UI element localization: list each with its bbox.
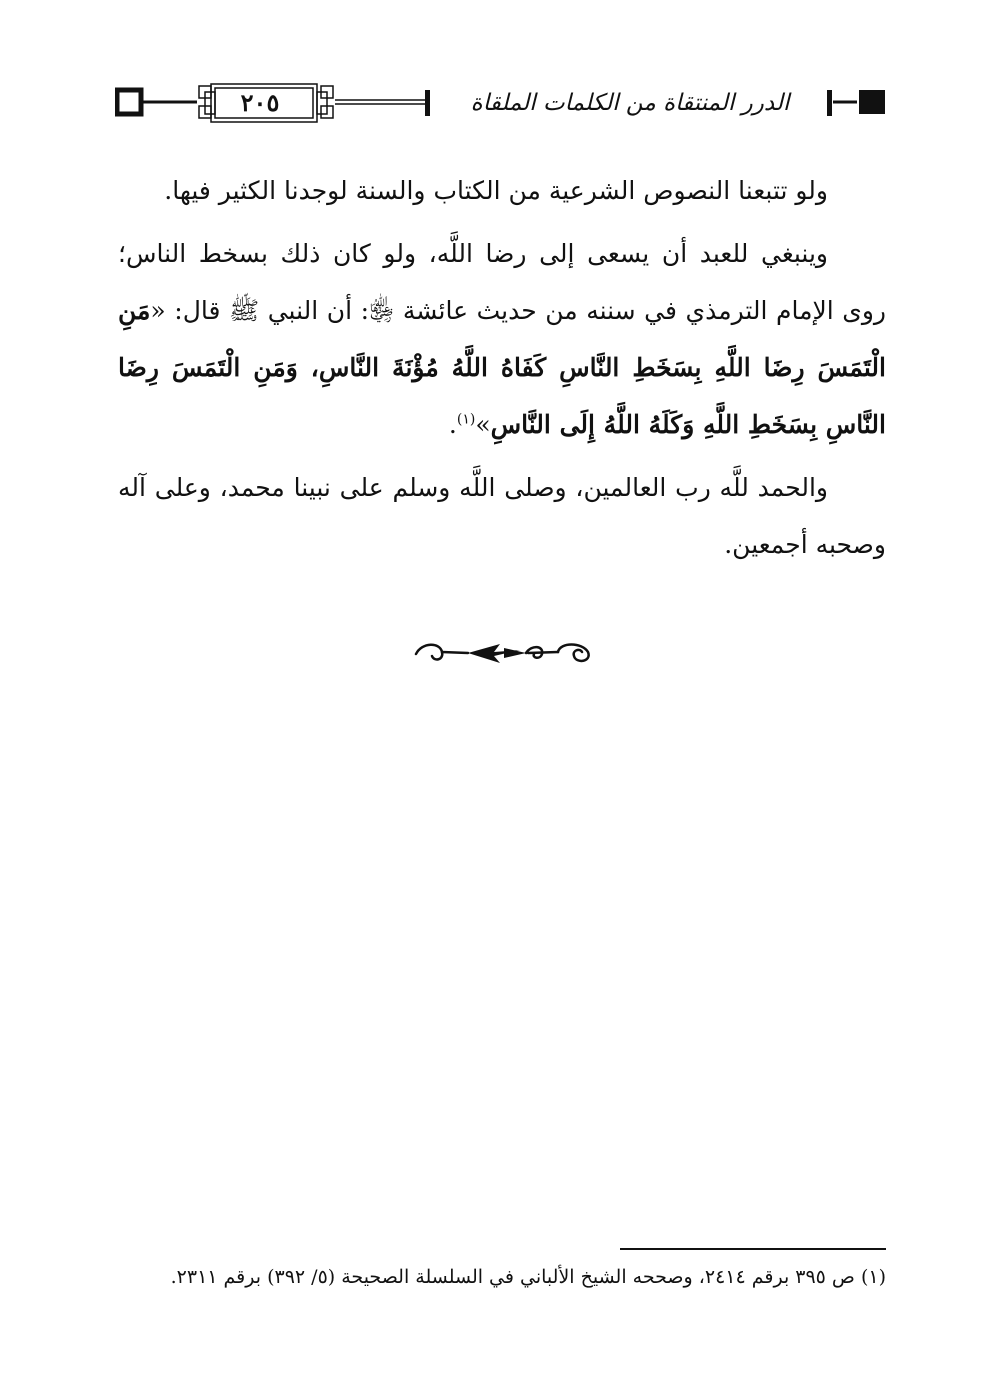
footnote-reference[interactable]: (١) bbox=[456, 411, 476, 428]
quote-close-mark: » bbox=[475, 410, 491, 439]
footnotes bbox=[118, 1262, 886, 1292]
main-text bbox=[118, 162, 886, 579]
page-number: ٢٠٥ bbox=[240, 88, 280, 117]
paragraph-2-intro: وينبغي للعبد أن يسعى إلى رضا اللَّه، ولو كان ذلك بسخط الناس؛ روى الإمام الترمذي في سننه من حديث عائشة ﵂: أن النبي ﷺ قال: « bbox=[118, 239, 886, 325]
page-header bbox=[115, 82, 887, 124]
paragraph-1: ولو تتبعنا النصوص الشرعية من الكتاب والسنة لوجدنا الكثير فيها. bbox=[164, 176, 828, 205]
paragraph-2 bbox=[118, 225, 886, 453]
paragraph-3: والحمد للَّه رب العالمين، وصلى اللَّه وسلم على نبينا محمد، وعلى آله وصحبه أجمعين. bbox=[118, 473, 886, 559]
hadith-quote: مَنِ الْتَمَسَ رِضَا اللَّهِ بِسَخَطِ النَّاسِ كَفَاهُ اللَّهُ مُؤْنَةَ النَّاسِ، وَمَنِ الْتَمَسَ رِضَا النَّاسِ بِسَخَطِ اللَّهِ وَكَلَهُ اللَّهُ إِلَى النَّاسِ bbox=[118, 296, 886, 439]
footnote-1: (١) ص ٣٩٥ برقم ٢٤١٤، وصححه الشيخ الألباني في السلسلة الصحيحة (٥/ ٣٩٢) برقم ٢٣١١. bbox=[170, 1266, 886, 1288]
floral-divider-icon bbox=[408, 636, 598, 670]
running-title: الدرر المنتقاة من الكلمات الملقاة bbox=[470, 90, 790, 116]
footnote-separator bbox=[620, 1248, 886, 1250]
paragraph-2-end: . bbox=[448, 410, 457, 439]
